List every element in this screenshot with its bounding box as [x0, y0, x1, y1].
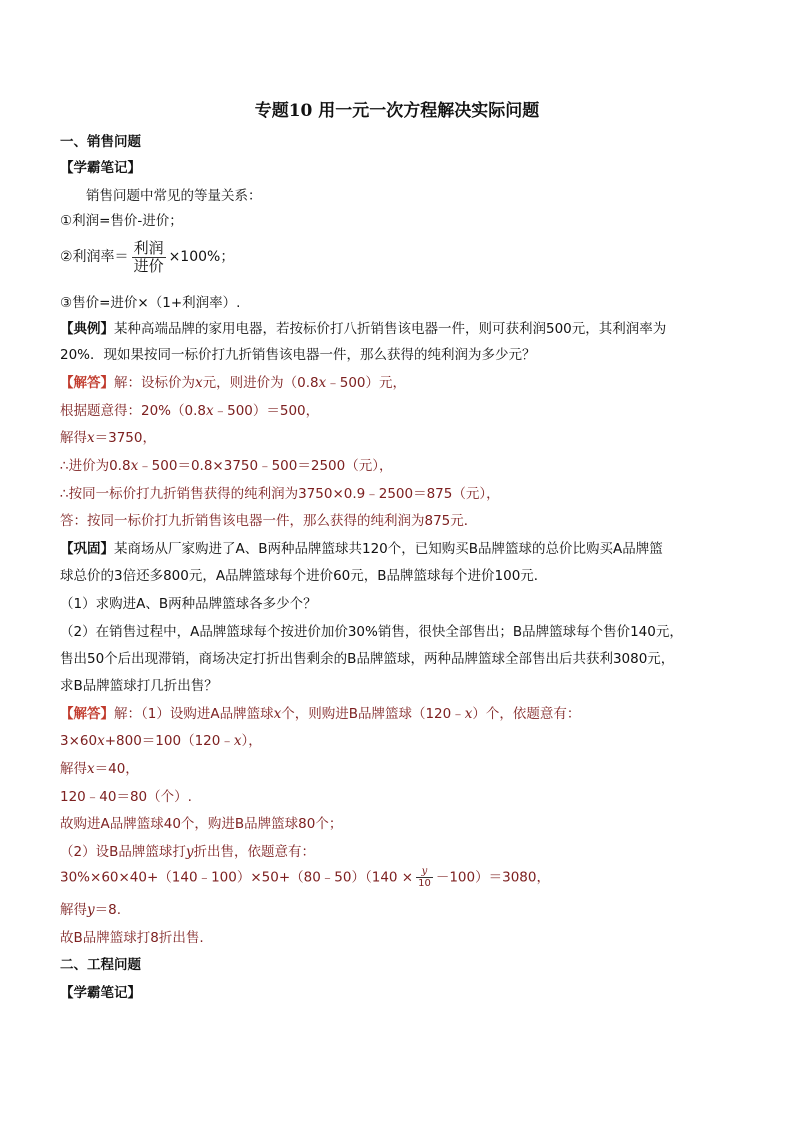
solution2-line-5: 故购进A品牌篮球40个，购进B品牌篮球80个；: [60, 816, 343, 832]
question-2-line-2: 售出50个后出现滞销，商场决定打折出售剩余的B品牌篮球，两种品牌篮球全部售出后共获利3080元，: [60, 651, 675, 667]
relation-1: ①利润=售价-进价；: [60, 213, 183, 229]
section-heading-sales: 一、销售问题: [60, 134, 141, 150]
solution-text: （2）设B品牌篮球打: [60, 844, 186, 860]
solution-text: －100）＝3080，: [435, 869, 550, 886]
consolidate-line-1: [60, 538, 663, 560]
profit-rate-fraction: [132, 240, 166, 274]
consolidate-line-2: 球总价的3倍还多800元，A品牌篮球每个进价60元，B品牌篮球每个进价100元．: [60, 568, 548, 584]
solution-text: ＝40，: [94, 761, 139, 777]
solution2-line-4: 120﹣40＝80（个）.: [60, 789, 192, 805]
fraction-denominator: 10: [418, 878, 431, 889]
solution-text: ＝8.: [94, 902, 122, 918]
solution-text: ﹣500＝0.8×3750﹣500＝2500（元），: [138, 458, 393, 474]
consolidate-label: 【巩固】: [60, 541, 114, 557]
solution-text: ﹣500）元，: [326, 375, 407, 391]
example-line-1: [60, 318, 666, 340]
solution-text: 元，则进价为（0.8: [202, 375, 319, 391]
page-title: 专题10 用一元一次方程解决实际问题: [254, 101, 540, 121]
fraction-numerator: 利润: [133, 239, 164, 257]
solution-label: 【解答】: [60, 706, 114, 722]
relation-2-suffix: ×100%；: [168, 249, 235, 265]
variable-x: x: [205, 403, 214, 419]
variable-x: x: [195, 375, 203, 391]
solution-text: 30%×60×40+（140﹣100）×50+（80﹣50）（140 ×: [60, 869, 414, 886]
relation-2-prefix: ②利润率＝: [60, 249, 129, 265]
solution2-line-8: [60, 899, 121, 921]
solution-text: 解：设标价为: [114, 375, 195, 391]
variable-y: y: [87, 902, 95, 918]
solution-text: 根据题意得：20%（0.8: [60, 403, 206, 419]
solution-text: 解得: [60, 902, 87, 918]
solution-text: ）个，依题意有：: [472, 706, 581, 722]
solution1-line-5: ∴按同一标价打九折销售获得的纯利润为3750×0.9﹣2500＝875（元），: [60, 486, 500, 502]
solution1-line-2: [60, 400, 319, 422]
example-label: 【典例】: [60, 321, 114, 337]
solution1-line-1: [60, 372, 406, 394]
y-over-10-fraction: [416, 866, 433, 889]
variable-y: y: [185, 844, 194, 860]
solution-text: ），: [241, 733, 262, 749]
example-line-2: 20%．现如果按同一标价打九折销售该电器一件，那么获得的纯利润为多少元？: [60, 347, 536, 363]
solution-text: ∴进价为0.8: [60, 458, 131, 474]
fraction-numerator: y: [416, 866, 433, 878]
solution2-line-6: [60, 841, 315, 863]
solution2-line-3: [60, 758, 139, 780]
solution-text: 折出售，依题意有：: [193, 844, 315, 860]
solution-text: ＝3750，: [94, 430, 156, 446]
variable-x: x: [273, 706, 282, 722]
solution2-line-9: 故B品牌篮球打8折出售.: [60, 930, 204, 946]
notes-label-2: 【学霸笔记】: [60, 985, 141, 1001]
example-text-1: 某种高端品牌的家用电器，若按标价打八折销售该电器一件，则可获利润500元，其利润率为: [114, 321, 667, 337]
solution-text: 3×60: [60, 733, 98, 749]
solution1-line-6: 答：按同一标价打九折销售该电器一件，那么获得的纯利润为875元．: [60, 513, 478, 529]
variable-x: x: [464, 706, 473, 722]
consolidate-text-1: 某商场从厂家购进了A、B两种品牌篮球共120个，已知购买B品牌篮球的总价比购买A品牌篮: [114, 541, 663, 557]
relation-2: [60, 240, 234, 274]
notes-intro: 销售问题中常见的等量关系：: [86, 188, 262, 204]
solution-text: 解：（1）设购进A品牌篮球: [114, 706, 274, 722]
solution-text: +800＝100（120﹣: [104, 733, 234, 749]
solution2-line-7: [60, 866, 550, 889]
solution-text: 解得: [60, 430, 87, 446]
variable-x: x: [130, 458, 139, 474]
relation-3: ③售价=进价×（1+利润率）.: [60, 295, 241, 311]
solution1-line-3: [60, 427, 156, 449]
section-heading-engineering: 二、工程问题: [60, 957, 141, 973]
notes-label: 【学霸笔记】: [60, 160, 141, 176]
variable-x: x: [233, 733, 242, 749]
question-2-line-1: （2）在销售过程中，A品牌篮球每个按进价加价30%销售，很快全部售出；B品牌篮球每个售价140元，: [60, 624, 683, 640]
variable-x: x: [87, 430, 95, 446]
question-2-line-3: 求B品牌篮球打几折出售？: [60, 678, 218, 694]
variable-x: x: [97, 733, 105, 749]
variable-x: x: [87, 761, 95, 777]
solution-label: 【解答】: [60, 375, 114, 391]
fraction-denominator: 进价: [133, 256, 164, 275]
solution-text: 个，则购进B品牌篮球（120﹣: [281, 706, 465, 722]
solution-text: 解得: [60, 761, 87, 777]
solution1-line-4: [60, 455, 392, 477]
solution-text: ﹣500）＝500，: [213, 403, 320, 419]
solution2-line-2: [60, 730, 262, 752]
question-1: （1）求购进A、B两种品牌篮球各多少个？: [60, 596, 317, 612]
solution2-line-1: [60, 703, 580, 725]
variable-x: x: [318, 375, 327, 391]
